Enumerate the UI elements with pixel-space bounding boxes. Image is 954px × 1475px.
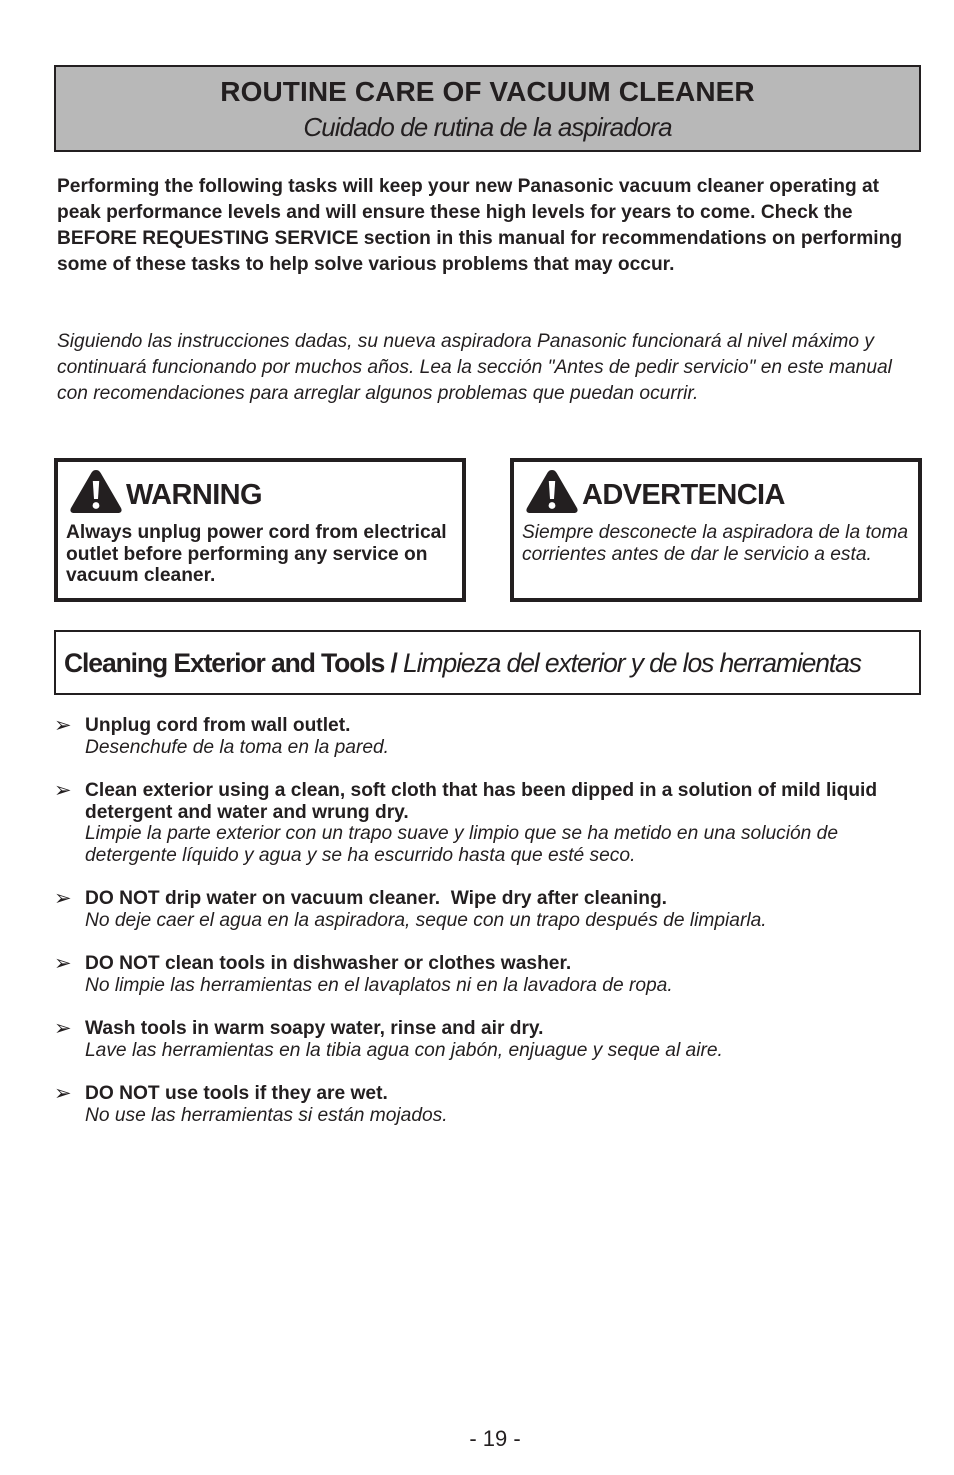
page-number: - 19 -	[469, 1426, 521, 1451]
title-banner	[54, 65, 921, 152]
advertencia-heading: ADVERTENCIA	[582, 479, 785, 511]
page-title: ROUTINE CARE OF VACUUM CLEANER	[220, 76, 755, 107]
arrow-bullet-icon: ➢	[54, 951, 72, 975]
advertencia-box	[510, 458, 922, 602]
instruction-spanish: Limpie la parte exterior con un trapo suave y limpio que se ha metido en una solución de detergente líquido y agua y se ha escurrido hasta que esté seco.	[85, 823, 839, 866]
instruction-english: Clean exterior using a clean, soft cloth that has been dipped in a solution of mild liquid detergent and water and wrung dry.	[85, 780, 878, 823]
instruction-english: DO NOT use tools if they are wet.	[85, 1083, 388, 1104]
warning-triangle-icon	[69, 468, 123, 515]
page-subtitle: Cuidado de rutina de la aspiradora	[303, 112, 672, 142]
intro-paragraph-spanish: Siguiendo las instrucciones dadas, su nueva aspiradora Panasonic funcionará al nivel máximo y continuará funcionando por muchos años. Lea la sección "Antes de pedir servicio" en este manual con recomendaciones para arreglar algunos problemas que puedan ocurrir.	[57, 331, 892, 404]
warning-triangle-icon	[525, 468, 579, 515]
arrow-bullet-icon: ➢	[54, 1016, 72, 1040]
instruction-spanish: No limpie las herramientas en el lavaplatos ni en la lavadora de ropa.	[85, 974, 673, 996]
arrow-bullet-icon: ➢	[54, 778, 72, 802]
instruction-english: DO NOT drip water on vacuum cleaner. Wipe dry after cleaning.	[85, 888, 667, 909]
arrow-bullet-icon: ➢	[54, 713, 72, 737]
instruction-spanish: Lave las herramientas en la tibia agua con jabón, enjuague y seque al aire.	[85, 1039, 723, 1061]
section-title-english: Cleaning Exterior and Tools	[64, 648, 385, 678]
section-title-separator: /	[384, 648, 404, 678]
instruction-english: Wash tools in warm soapy water, rinse and air dry.	[85, 1018, 544, 1039]
instruction-spanish: No use las herramientas si están mojados.	[85, 1104, 448, 1126]
arrow-bullet-icon: ➢	[54, 886, 72, 910]
intro-paragraph-english: Performing the following tasks will keep your new Panasonic vacuum cleaner operating at peak performance levels and will ensure these high levels for years to come. Check the BEFORE REQUESTING SERVICE section in this manual for recommendations on performing some of these tasks to help solve various problems that may occur.	[57, 176, 903, 275]
instruction-english: Unplug cord from wall outlet.	[85, 715, 351, 736]
section-title-spanish: Limpieza del exterior y de los herramientas	[403, 648, 861, 678]
instruction-spanish: No deje caer el agua en la aspiradora, seque con un trapo después de limpiarla.	[85, 909, 767, 931]
section-heading-box	[54, 630, 921, 695]
instruction-spanish: Desenchufe de la toma en la pared.	[85, 736, 390, 758]
warning-heading: WARNING	[126, 479, 262, 511]
section-heading	[64, 648, 861, 679]
instruction-english: DO NOT clean tools in dishwasher or clothes washer.	[85, 953, 572, 974]
warning-box	[54, 458, 466, 602]
advertencia-text: Siempre desconecte la aspiradora de la toma corrientes antes de dar le servicio a esta.	[522, 522, 909, 565]
arrow-bullet-icon: ➢	[54, 1081, 72, 1105]
warning-text: Always unplug power cord from electrical outlet before performing any service on vacuum cleaner.	[66, 522, 447, 586]
